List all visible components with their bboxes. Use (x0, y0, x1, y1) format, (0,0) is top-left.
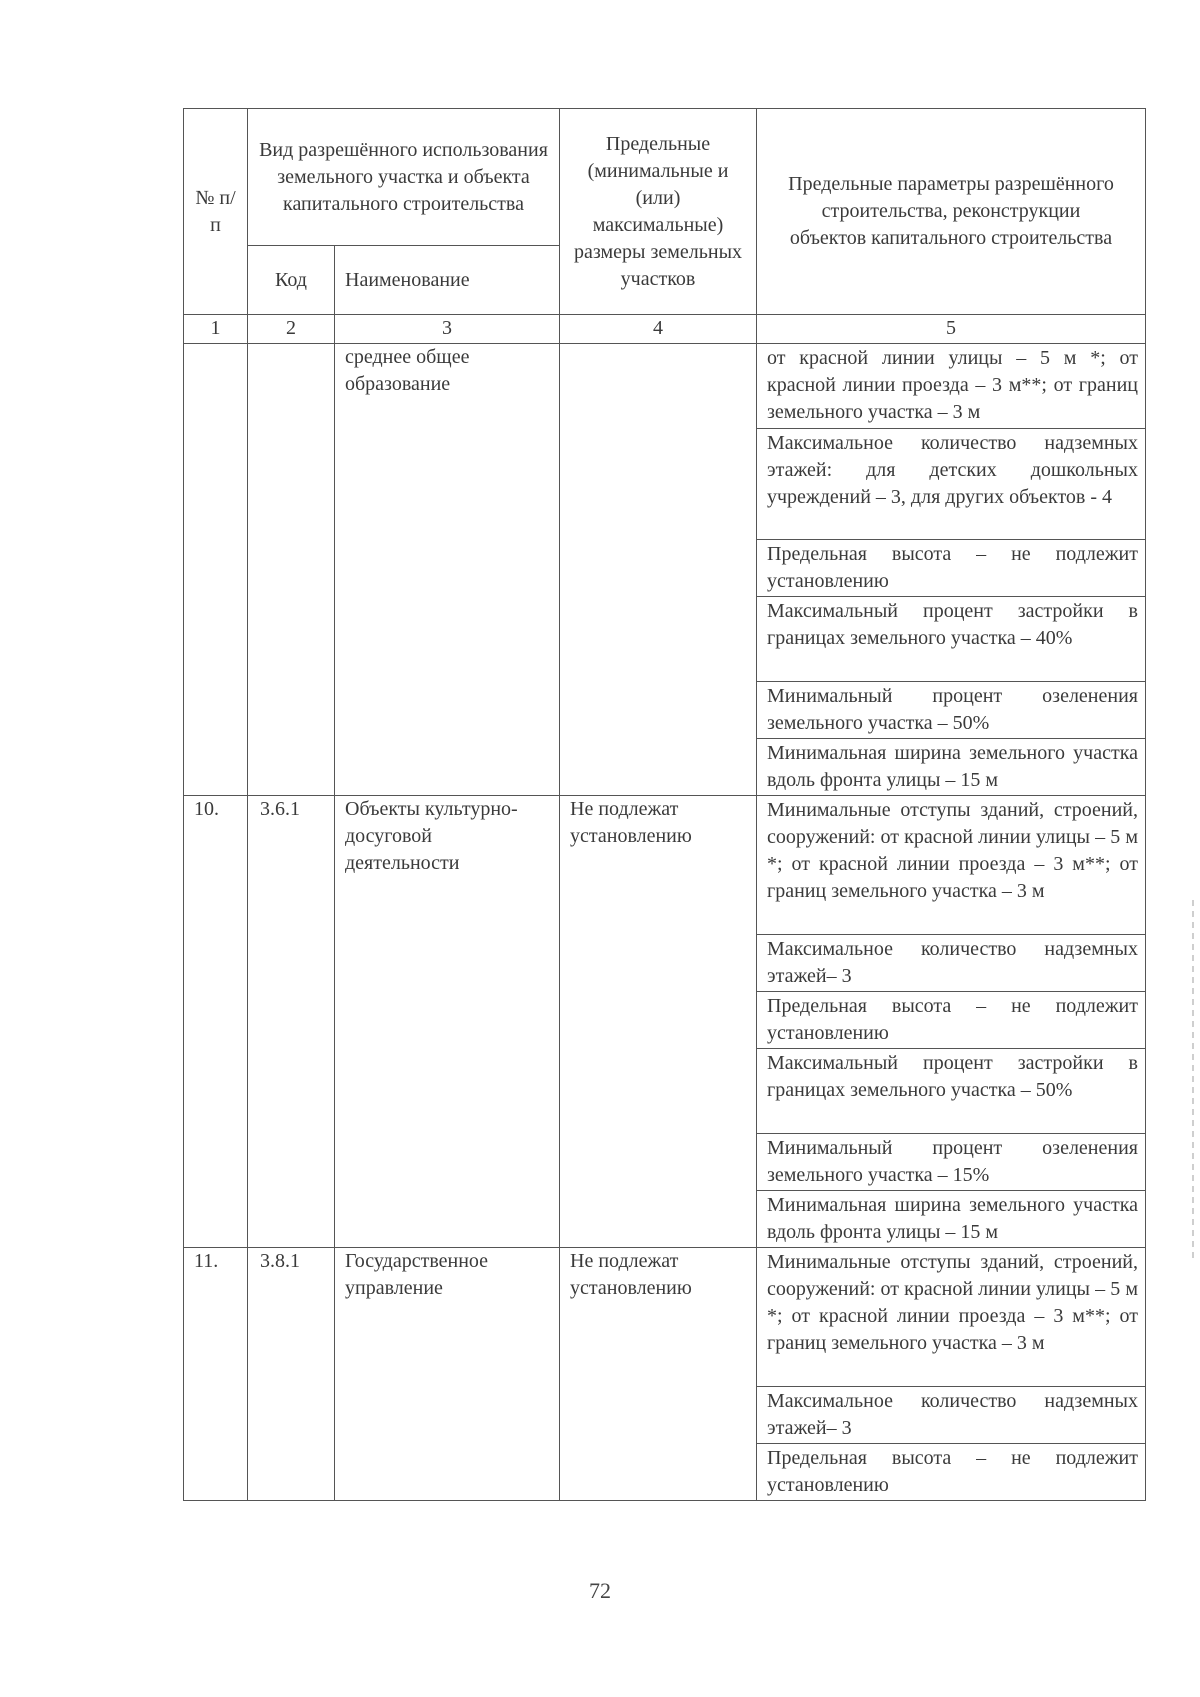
scan-edge-mark (1192, 900, 1194, 1260)
param-min-greenery: Минимальный процент озеленения земельного участка – 15% (757, 1134, 1146, 1191)
header-name: Наименование (335, 246, 560, 315)
param-setbacks: Минимальные отступы зданий, строений, сооружений: от красной линии улицы – 5 м *; от красной линии проезда – 3 м**; от границ земельного участка – 3 м (757, 1248, 1146, 1387)
row-name: Государственное управление (335, 1248, 560, 1501)
row-plot-size: Не подлежат установлению (560, 1248, 757, 1501)
row-name: среднее общее образование (335, 344, 560, 796)
row-number: 10. (184, 796, 248, 1248)
row-number (184, 344, 248, 796)
param-max-floors: Максимальное количество надземных этажей: для детских дошкольных учреждений – 3, для других объектов - 4 (757, 429, 1146, 540)
param-max-floors: Максимальное количество надземных этажей– 3 (757, 1387, 1146, 1444)
param-min-frontage: Минимальная ширина земельного участка вдоль фронта улицы – 15 м (757, 739, 1146, 796)
param-max-height: Предельная высота – не подлежит установлению (757, 1444, 1146, 1501)
row-code: 3.6.1 (248, 796, 335, 1248)
page-number: 72 (589, 1578, 611, 1603)
param-max-coverage: Максимальный процент застройки в границах земельного участка – 50% (757, 1049, 1146, 1134)
param-min-frontage: Минимальная ширина земельного участка вдоль фронта улицы – 15 м (757, 1191, 1146, 1248)
row-plot-size (560, 344, 757, 796)
header-use-type: Вид разрешённого использования земельного участка и объекта капитального строительства (248, 109, 560, 246)
table-header-row (184, 109, 1146, 246)
param-setbacks: от красной линии улицы – 5 м *; от красной линии проезда – 3 м**; от границ земельного участка – 3 м (757, 344, 1146, 429)
column-number: 5 (757, 315, 1146, 344)
column-number: 1 (184, 315, 248, 344)
param-max-height: Предельная высота – не подлежит установлению (757, 540, 1146, 597)
param-min-greenery: Минимальный процент озеленения земельного участка – 50% (757, 682, 1146, 739)
row-code: 3.8.1 (248, 1248, 335, 1501)
header-plot-sizes: Предельные (минимальные и (или) максимальные) размеры земельных участков (560, 109, 757, 315)
param-max-coverage: Максимальный процент застройки в границах земельного участка – 40% (757, 597, 1146, 682)
zoning-table (183, 108, 1146, 1501)
row-name: Объекты культурно-досуговой деятельности (335, 796, 560, 1248)
row-plot-size: Не подлежат установлению (560, 796, 757, 1248)
table-row (184, 796, 1146, 935)
param-setbacks: Минимальные отступы зданий, строений, сооружений: от красной линии улицы – 5 м *; от красной линии проезда – 3 м**; от границ земельного участка – 3 м (757, 796, 1146, 935)
row-number: 11. (184, 1248, 248, 1501)
column-number: 2 (248, 315, 335, 344)
header-construction-params: Предельные параметры разрешённого строительства, реконструкции объектов капитального строительства (757, 109, 1146, 315)
param-max-height: Предельная высота – не подлежит установлению (757, 992, 1146, 1049)
column-number: 4 (560, 315, 757, 344)
header-code: Код (248, 246, 335, 315)
table-row (184, 1248, 1146, 1387)
column-number-row (184, 315, 1146, 344)
row-code (248, 344, 335, 796)
header-number: № п/п (184, 109, 248, 315)
param-max-floors: Максимальное количество надземных этажей– 3 (757, 935, 1146, 992)
column-number: 3 (335, 315, 560, 344)
table-row (184, 344, 1146, 429)
